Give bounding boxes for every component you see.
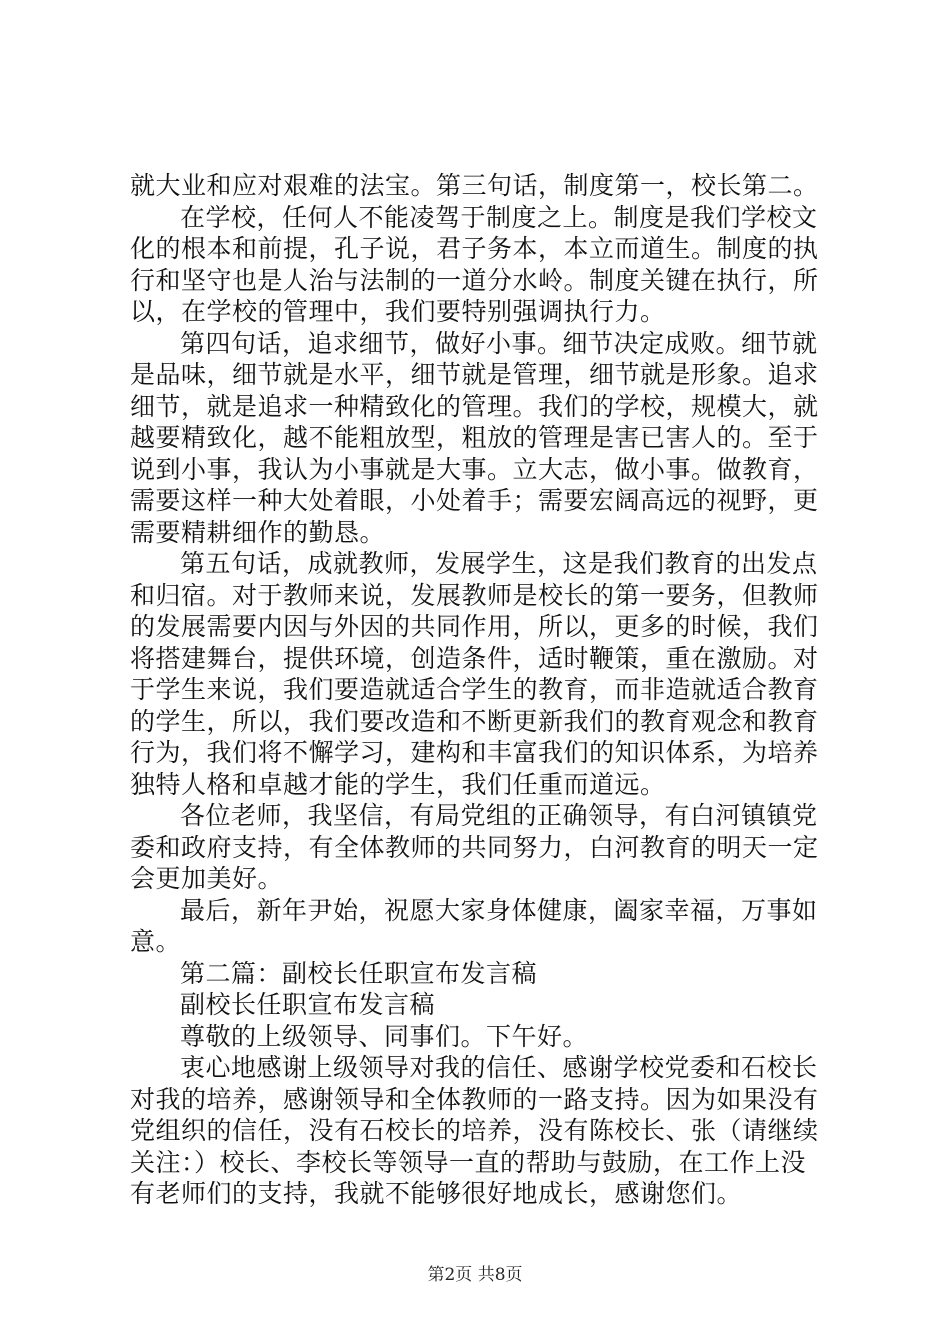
text-line: 于学生来说，我们要造就适合学生的教育，而非造就适合教育 [130, 675, 819, 704]
text-line: 是品味，细节就是水平，细节就是管理，细节就是形象。追求 [130, 360, 819, 389]
text-line: 在学校，任何人不能凌驾于制度之上。制度是我们学校文 [180, 202, 818, 232]
text-line: 党组织的信任，没有石校长的培养，没有陈校长、张（请继续 [130, 1116, 819, 1145]
text-line: 需要精耕细作的勤恳。 [130, 517, 386, 547]
page-footer [0, 1264, 950, 1286]
text-line: 副校长任职宣布发言稿 [180, 990, 436, 1019]
text-line: 以，在学校的管理中，我们要特别强调执行力。 [130, 297, 666, 326]
text-line: 行为，我们将不懈学习，建构和丰富我们的知识体系，为培养 [130, 738, 819, 767]
text-line: 对我的培养，感谢领导和全体教师的一路支持。因为如果没有 [130, 1084, 819, 1114]
text-line: 的学生，所以，我们要改造和不断更新我们的教育观念和教育 [130, 706, 819, 736]
text-line: 意。 [130, 927, 182, 956]
document-body [130, 170, 836, 1210]
text-line: 说到小事，我认为小事就是大事。立大志，做小事。做教育， [130, 454, 819, 484]
text-line: 的发展需要内因与外因的共同作用，所以，更多的时候，我们 [130, 612, 819, 641]
text-line: 将搭建舞台，提供环境，创造条件，适时鞭策，重在激励。对 [130, 643, 819, 673]
text-line: 有老师们的支持，我就不能够很好地成长，感谢您们。 [130, 1179, 743, 1208]
text-line: 第四句话，追求细节，做好小事。细节决定成败。细节就 [180, 328, 818, 358]
text-line: 和归宿。对于教师来说，发展教师是校长的第一要务，但教师 [130, 580, 819, 610]
text-line: 化的根本和前提，孔子说，君子务本，本立而道生。制度的执 [130, 234, 819, 263]
text-line: 委和政府支持，有全体教师的共同努力，白河教育的明天一定 [130, 832, 819, 862]
text-line: 第五句话，成就教师，发展学生，这是我们教育的出发点 [180, 549, 818, 578]
text-line: 独特人格和卓越才能的学生，我们任重而道远。 [130, 769, 666, 799]
text-line: 衷心地感谢上级领导对我的信任、感谢学校党委和石校长 [180, 1053, 818, 1082]
text-line: 各位老师，我坚信，有局党组的正确领导，有白河镇镇党 [180, 801, 818, 830]
text-line: 会更加美好。 [130, 864, 284, 893]
text-line: 第二篇：副校长任职宣布发言稿 [180, 958, 538, 988]
text-line: 越要精致化，越不能粗放型，粗放的管理是害已害人的。至于 [130, 423, 819, 452]
text-line: 行和坚守也是人治与法制的一道分水岭。制度关键在执行，所 [130, 265, 819, 295]
text-line: 需要这样一种大处着眼，小处着手；需要宏阔高远的视野，更 [130, 486, 819, 515]
text-line: 尊敬的上级领导、同事们。下午好。 [180, 1021, 589, 1051]
page-number: 第2页 共8页 [427, 1265, 523, 1285]
text-line: 细节，就是追求一种精致化的管理。我们的学校，规模大，就 [130, 391, 819, 421]
text-line: 关注：）校长、李校长等领导一直的帮助与鼓励，在工作上没 [130, 1147, 807, 1177]
text-line: 就大业和应对艰难的法宝。第三句话，制度第一，校长第二。 [130, 171, 819, 200]
text-line: 最后，新年尹始，祝愿大家身体健康，阖家幸福，万事如 [180, 895, 818, 925]
